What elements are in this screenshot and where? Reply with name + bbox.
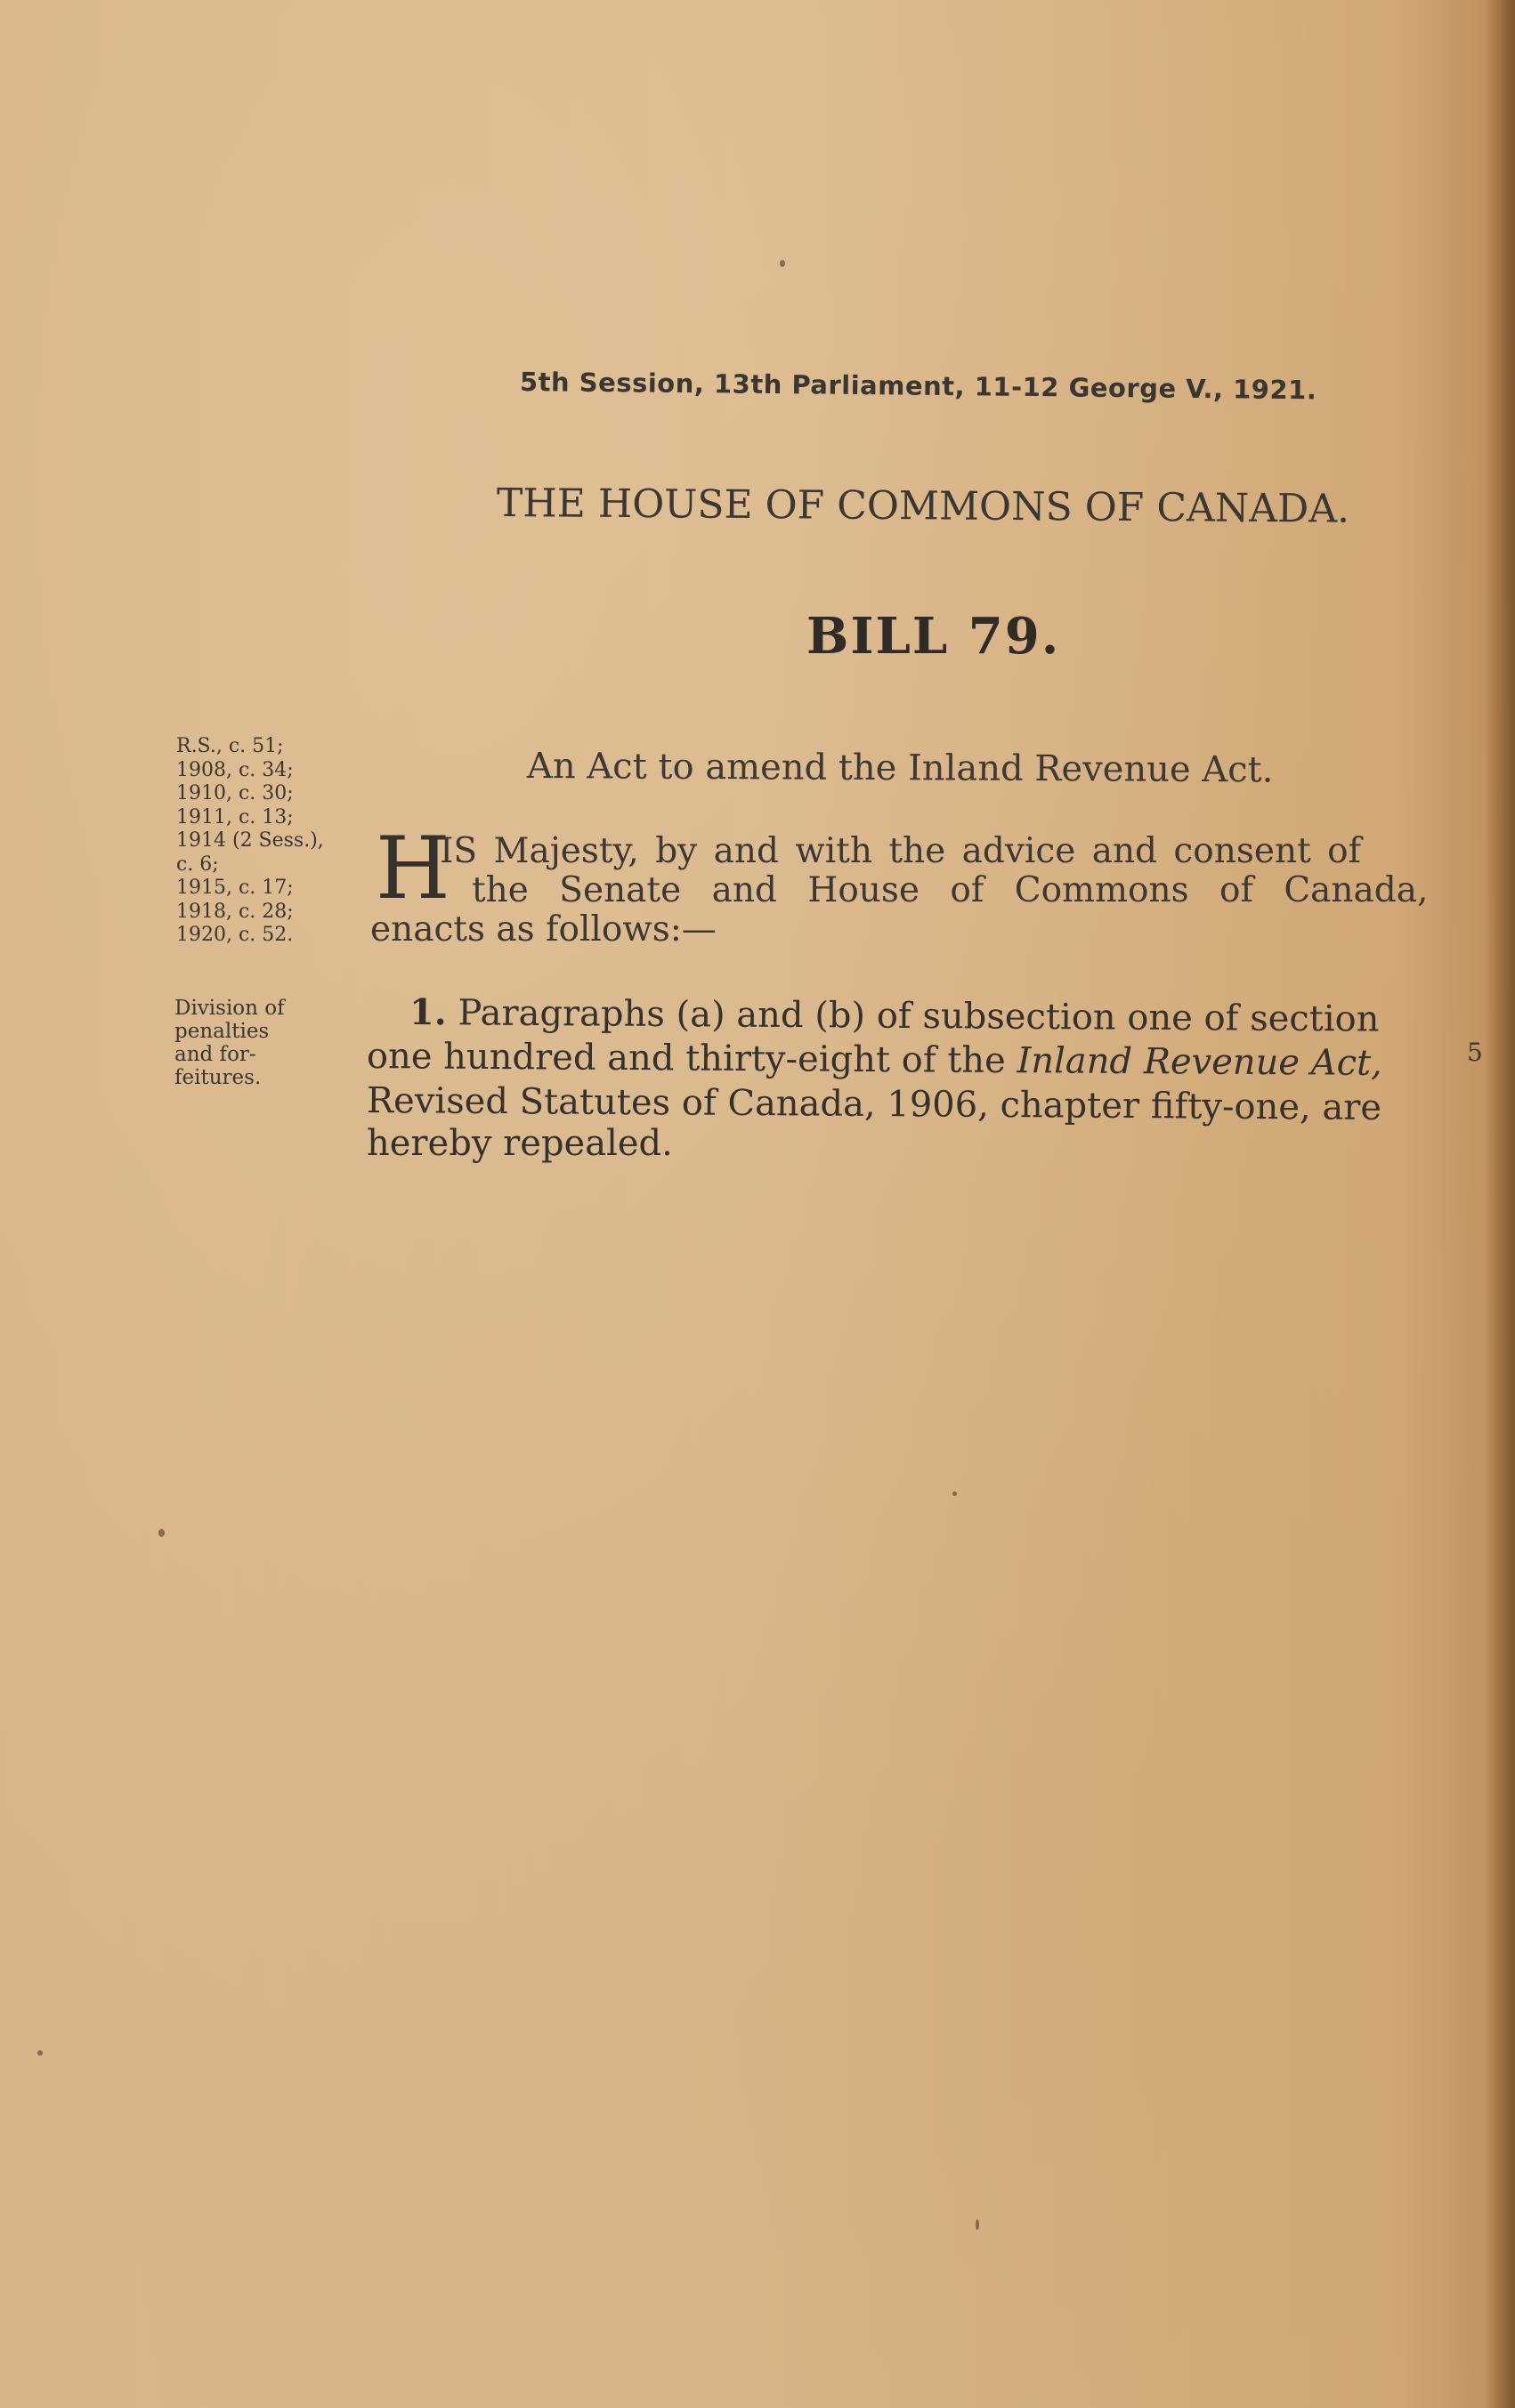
enacting-line: the Senate and House of Commons of Canada, — [472, 870, 1429, 910]
margin-note-line: Division of — [174, 997, 285, 1020]
section-1-text: Paragraphs (a) and (b) of subsection one of section — [458, 992, 1380, 1040]
margin-reference: R.S., c. 51; — [176, 735, 284, 757]
section-1-line-2 — [367, 1036, 1382, 1084]
margin-reference: 1920, c. 52. — [176, 924, 294, 946]
paper-speck — [37, 2050, 43, 2056]
margin-reference: 1911, c. 13; — [176, 805, 294, 828]
margin-note-line: penalties — [174, 1020, 270, 1043]
section-1-line-1 — [409, 991, 1380, 1040]
section-1-text: one hundred and thirty-eight of the — [366, 1036, 1017, 1082]
margin-references — [176, 735, 372, 948]
margin-reference: 1908, c. 34; — [176, 758, 294, 781]
margin-note-line: and for- — [174, 1043, 256, 1066]
house-of-commons-heading: THE HOUSE OF COMMONS OF CANADA. — [496, 481, 1350, 532]
margin-reference: 1914 (2 Sess.), — [176, 829, 324, 852]
margin-note-division-of-penalties — [174, 997, 352, 1089]
enacting-line: IS Majesty, by and with the advice and consent of — [440, 831, 1362, 871]
margin-reference: 1915, c. 17; — [176, 877, 294, 899]
drop-cap: H — [376, 819, 450, 918]
act-title: An Act to amend the Inland Revenue Act. — [526, 746, 1274, 791]
session-line: 5th Session, 13th Parliament, 11-12 George V., 1921. — [519, 367, 1317, 406]
act-name-italic: Inland Revenue Act, — [1017, 1040, 1383, 1084]
section-1-line-4: hereby repealed. — [367, 1123, 673, 1164]
paper-speck — [780, 260, 785, 267]
margin-reference: c. 6; — [176, 852, 219, 876]
section-1 — [365, 991, 1451, 1169]
bill-title: BILL 79. — [806, 607, 1061, 666]
enacting-clause — [367, 819, 1453, 956]
line-number: 5 — [1467, 1038, 1483, 1067]
paper-speck — [158, 1529, 165, 1537]
margin-reference: 1918, c. 28; — [176, 900, 294, 923]
margin-reference: 1910, c. 30; — [176, 782, 294, 804]
paper-speck — [976, 2219, 979, 2230]
section-1-line-3: Revised Statutes of Canada, 1906, chapter fifty-one, are — [366, 1080, 1382, 1128]
section-number: 1. — [409, 991, 447, 1034]
paper-speck — [952, 1491, 957, 1496]
enacting-line: enacts as follows:— — [370, 909, 717, 949]
margin-note-line: feitures. — [174, 1066, 262, 1089]
page-binding-edge — [1485, 0, 1515, 2408]
